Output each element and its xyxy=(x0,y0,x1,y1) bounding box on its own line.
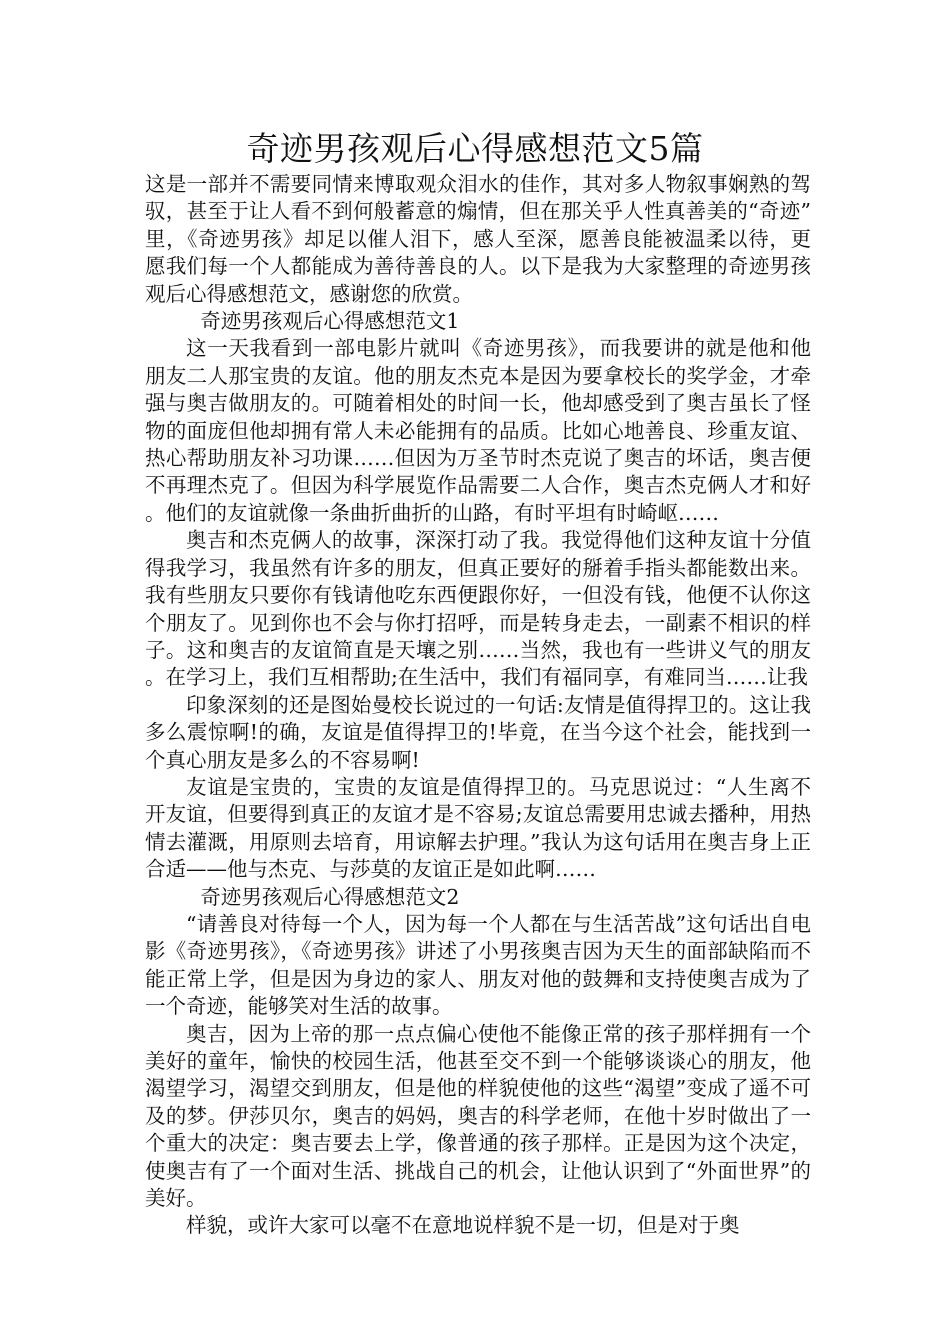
body-paragraph: 样貌，或许大家可以毫不在意地说样貌不是一切，但是对于奥 xyxy=(186,1213,740,1238)
body-paragraph: “请善良对待每一个人，因为每一个人都在与生活苦战”这句话出自电影《奇迹男孩》，《奇迹男孩》讲述了小男孩奥吉因为天生的面部缺陷而不能正常上学，但是因为身边的家人、朋友对他的鼓舞和支持使奥吉成为了一个奇迹，能够笑对生活的故事。 xyxy=(145,911,811,1019)
body-paragraph: 这一天我看到一部电影片就叫《奇迹男孩》，而我要讲的就是他和他朋友二人那宝贵的友谊。他的朋友杰克本是因为要拿校长的奖学金，才牵强与奥吉做朋友的。可随着相处的时间一长，他却感受到了奥吉虽长了怪物的面庞但他却拥有常人未必能拥有的品质。比如心地善良、珍重友谊、热心帮助朋友补习功课……但因为万圣节时杰克说了奥吉的坏话，奥吉便不再理杰克了。但因为科学展览作品需要二人合作，奥吉杰克俩人才和好。他们的友谊就像一条曲折曲折的山路，有时平坦有时崎岖…… xyxy=(145,336,811,525)
body-paragraph: 奥吉和杰克俩人的故事，深深打动了我。我觉得他们这种友谊十分值得我学习，我虽然有许多的朋友，但真正要好的掰着手指头都能数出来。我有些朋友只要你有钱请他吃东西便跟你好，一但没有钱，他便不认你这个朋友了。见到你也不会与你打招呼，而是转身走去，一副素不相识的样子。这和奥吉的友谊简直是天壤之别……当然，我也有一些讲义气的朋友。在学习上，我们互相帮助;在生活中，我们有福同享，有难同当……让我 xyxy=(145,528,811,690)
document-body xyxy=(145,171,811,1240)
document-title: 奇迹男孩观后心得感想范文5篇 xyxy=(246,129,704,168)
body-paragraph: 印象深刻的还是图始曼校长说过的一句话:友情是值得捍卫的。这让我多么震惊啊!的确，友谊是值得捍卫的!毕竟，在当今这个社会，能找到一个真心朋友是多么的不容易啊! xyxy=(145,692,811,772)
section-heading-1: 奇迹男孩观后心得感想范文1 xyxy=(200,309,460,334)
body-paragraph: 友谊是宝贵的，宝贵的友谊是值得捍卫的。马克思说过：“人生离不开友谊，但要得到真正的友谊才是不容易;友谊总需要用忠诚去播种，用热情去灌溉，用原则去培育，用谅解去护理。”我认为这句话用在奥吉身上正合适——他与杰克、与莎莫的友谊正是如此啊…… xyxy=(145,774,811,882)
section-heading-2: 奇迹男孩观后心得感想范文2 xyxy=(200,884,460,909)
intro-paragraph: 这是一部并不需要同情来博取观众泪水的佳作，其对多人物叙事娴熟的驾驭，甚至于让人看不到何般蓄意的煽情，但在那关乎人性真善美的“奇迹”里，《奇迹男孩》却足以催人泪下，感人至深，愿善良能被温柔以待，更愿我们每一个人都能成为善待善良的人。以下是我为大家整理的奇迹男孩观后心得感想范文，感谢您的欣赏。 xyxy=(145,172,811,306)
body-paragraph: 奥吉，因为上帝的那一点点偏心使他不能像正常的孩子那样拥有一个美好的童年，愉快的校园生活，他甚至交不到一个能够谈谈心的朋友，他渴望学习，渴望交到朋友，但是他的样貌使他的这些“渴望”变成了遥不可及的梦。伊莎贝尔，奥吉的妈妈，奥吉的科学老师，在他十岁时做出了一个重大的决定：奥吉要去上学，像普通的孩子那样。正是因为这个决定，使奥吉有了一个面对生活、挑战自己的机会，让他认识到了“外面世界”的美好。 xyxy=(145,1021,811,1211)
